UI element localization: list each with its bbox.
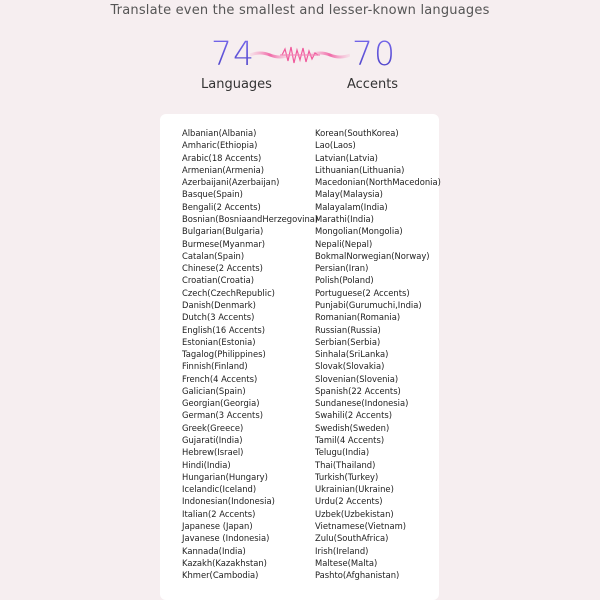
language-item: Zulu(SouthAfrica): [315, 533, 389, 544]
language-item: Korean(SouthKorea): [315, 128, 399, 138]
language-item: Greek(Greece): [182, 422, 244, 433]
language-item: Tagalog(Philippines): [182, 349, 266, 360]
language-item: Serbian(Serbia): [315, 336, 381, 347]
language-item: Latvian(Latvia): [315, 152, 378, 163]
language-item: Maltese(Malta): [315, 557, 378, 568]
language-item: Icelandic(Iceland): [182, 484, 257, 495]
language-item: German(3 Accents): [182, 410, 263, 421]
accents-label: Accents: [347, 77, 399, 92]
language-item: Sundanese(Indonesia): [315, 398, 409, 409]
language-item: Catalan(Spain): [182, 250, 245, 261]
language-item: Armenian(Armenia): [182, 164, 265, 175]
language-item: Slovenian(Slovenia): [315, 373, 399, 384]
language-item: Thai(Thailand): [315, 459, 376, 470]
language-item: Telugu(India): [315, 447, 370, 458]
language-item: Swahili(2 Accents): [315, 410, 393, 421]
language-item: Hungarian(Hungary): [182, 471, 268, 482]
language-item: Czech(CzechRepublic): [182, 287, 275, 298]
language-item: Amharic(Ethiopia): [182, 140, 258, 151]
language-item: Mongolian(Mongolia): [315, 226, 403, 237]
language-item: Estonian(Estonia): [182, 336, 256, 347]
language-list-left: [182, 127, 318, 581]
language-item: Kannada(India): [182, 545, 246, 556]
language-item: Vietnamese(Vietnam): [315, 521, 407, 531]
languages-label: Languages: [201, 77, 272, 92]
language-item: Italian(2 Accents): [182, 508, 256, 519]
language-item: Burmese(Myanmar): [182, 238, 266, 249]
language-item: Uzbek(Uzbekistan): [315, 508, 394, 519]
language-item: Kazakh(Kazakhstan): [182, 557, 267, 568]
language-item: Gujarati(India): [182, 435, 243, 446]
language-item: Georgian(Georgia): [182, 398, 260, 409]
language-item: Russian(Russia): [315, 324, 381, 335]
language-list-right: [315, 127, 441, 581]
language-item: Bosnian(BosniaandHerzegovina): [182, 213, 319, 224]
language-item: Azerbaijani(Azerbaijan): [182, 177, 280, 188]
language-item: French(4 Accents): [182, 373, 258, 384]
language-item: Danish(Denmark): [182, 299, 256, 310]
page-subtitle: Translate even the smallest and lesser-known languages: [110, 3, 490, 18]
language-item: Persian(Iran): [315, 263, 369, 274]
languages-count: 74: [211, 34, 255, 73]
language-item: Croatian(Croatia): [182, 275, 255, 286]
language-item: Chinese(2 Accents): [182, 263, 263, 274]
language-item: Macedonian(NorthMacedonia): [315, 177, 441, 188]
language-item: Lithuanian(Lithuania): [315, 164, 405, 175]
accents-count: 70: [352, 34, 396, 73]
language-item: Irish(Ireland): [315, 545, 369, 556]
language-item: Galician(Spain): [182, 385, 246, 396]
sound-wave-icon: [250, 40, 350, 70]
language-item: Urdu(2 Accents): [315, 496, 383, 507]
language-item: Malay(Malaysia): [315, 189, 383, 200]
language-item: Sinhala(SriLanka): [315, 349, 389, 360]
language-item: Dutch(3 Accents): [182, 312, 255, 323]
language-item: Arabic(18 Accents): [182, 152, 262, 163]
language-item: Ukrainian(Ukraine): [315, 484, 394, 495]
language-item: Polish(Poland): [315, 275, 374, 286]
language-item: BokmalNorwegian(Norway): [315, 250, 430, 261]
language-item: Pashto(Afghanistan): [315, 570, 400, 581]
language-item: Tamil(4 Accents): [315, 435, 385, 446]
language-item: Turkish(Turkey): [315, 471, 379, 482]
language-item: Nepali(Nepal): [315, 238, 373, 249]
language-item: Bulgarian(Bulgaria): [182, 226, 264, 237]
language-item: Marathi(India): [315, 213, 374, 224]
language-item: Javanese (Indonesia): [182, 533, 270, 544]
language-item: Hindi(India): [182, 459, 231, 470]
language-item: Japanese (Japan): [182, 521, 253, 531]
language-item: Romanian(Romania): [315, 312, 401, 323]
language-item: Slovak(Slovakia): [315, 361, 385, 372]
language-item: Spanish(22 Accents): [315, 385, 401, 396]
language-item: Albanian(Albania): [182, 128, 257, 138]
language-item: Bengali(2 Accents): [182, 201, 261, 212]
language-item: Swedish(Sweden): [315, 422, 390, 433]
language-item: Malayalam(India): [315, 201, 388, 212]
language-item: English(16 Accents): [182, 324, 265, 335]
language-item: Hebrew(Israel): [182, 447, 244, 458]
language-item: Finnish(Finland): [182, 361, 248, 372]
language-item: Lao(Laos): [315, 140, 356, 151]
language-item: Punjabi(Gurumuchi,India): [315, 299, 422, 310]
language-item: Basque(Spain): [182, 189, 243, 200]
language-item: Indonesian(Indonesia): [182, 496, 275, 507]
language-item: Khmer(Cambodia): [182, 570, 259, 581]
language-item: Portuguese(2 Accents): [315, 287, 410, 298]
